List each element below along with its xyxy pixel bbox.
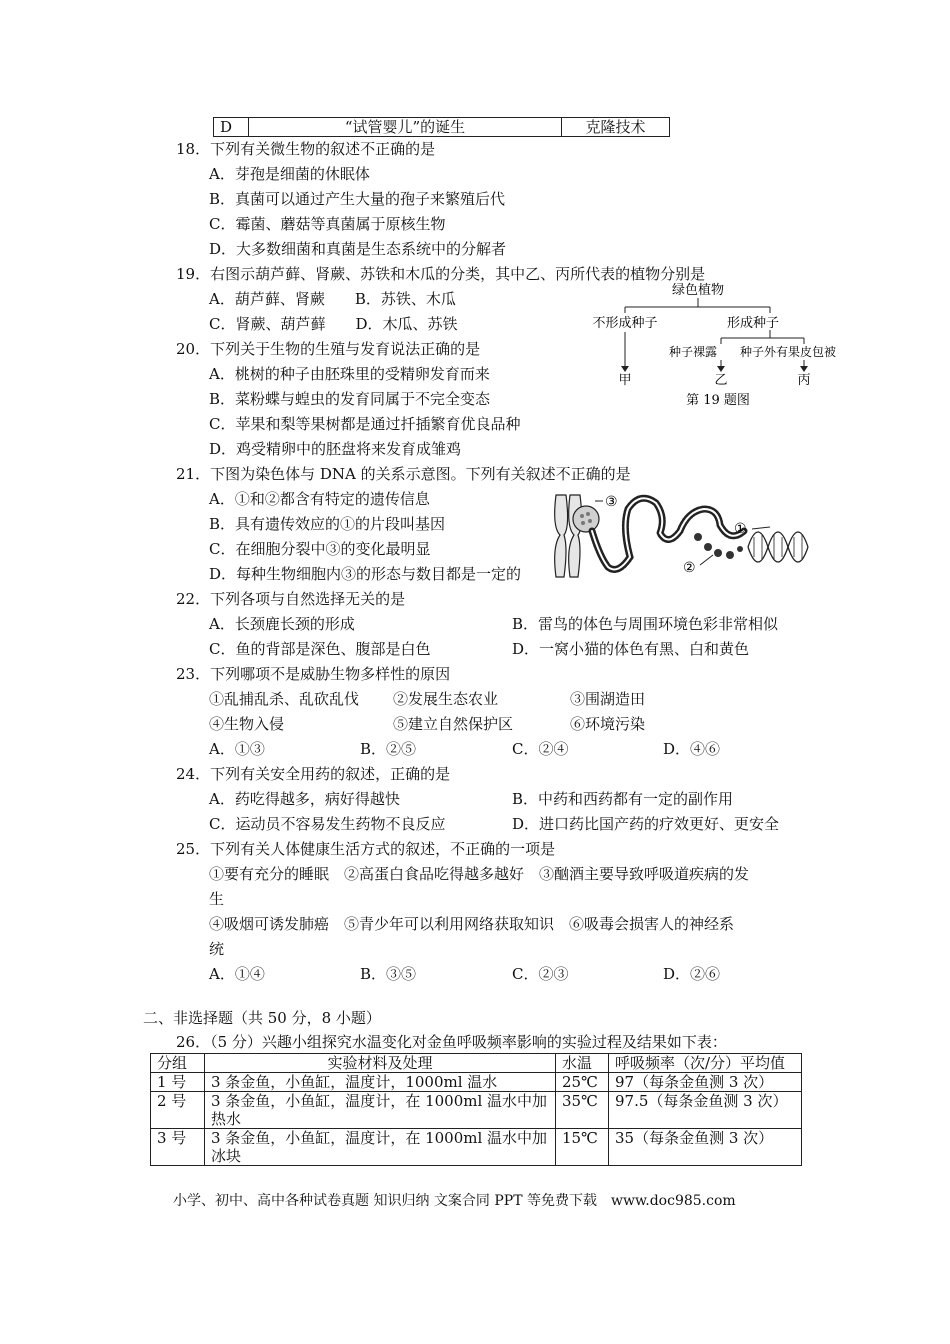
question-21-stem: 21．下图为染色体与 DNA 的关系示意图。下列有关叙述不正确的是 <box>176 465 631 483</box>
question-18-option-d: D．大多数细菌和真菌是生态系统中的分解者 <box>209 240 507 258</box>
table-cell: 35℃ <box>556 1092 609 1129</box>
table-cell: 3 条金鱼，小鱼缸，温度计，在 1000ml 温水中加热水 <box>205 1092 556 1129</box>
tree-leaf-yi: 乙 <box>714 373 728 388</box>
table-header: 水温 <box>556 1054 609 1073</box>
table-cell: 15℃ <box>556 1129 609 1166</box>
question-23-option-c: C．②④ <box>512 740 569 758</box>
table-cell: 1 号 <box>151 1073 205 1092</box>
question-21-option-d: D．每种生物细胞内③的形态与数目都是一定的 <box>209 565 522 583</box>
question-25-line-4: 统 <box>209 940 225 958</box>
question-22-option-a: A．长颈鹿长颈的形成 <box>209 615 355 633</box>
figure-19-caption: 第 19 题图 <box>686 393 750 408</box>
experiment-table <box>150 1053 802 1166</box>
question-25-option-d: D．②⑥ <box>663 965 721 983</box>
question-22-option-b: B．雷鸟的体色与周围环境色彩非常相似 <box>512 615 779 633</box>
question-25-line-1: ①要有充分的睡眠 ②高蛋白食品吃得越多越好 ③酗酒主要导致呼吸道疾病的发 <box>209 865 750 883</box>
question-24-option-c: C．运动员不容易发生药物不良反应 <box>209 815 446 833</box>
label-2-protein: ② <box>683 560 696 576</box>
question-19-options-cd: C．肾蕨、葫芦藓 D．木瓜、苏铁 <box>209 315 458 333</box>
table-header-row <box>151 1054 802 1073</box>
top-table-cell-technique: 克隆技术 <box>562 118 670 137</box>
tree-leaf-jia: 甲 <box>618 373 632 388</box>
question-24-option-d: D．进口药比国产药的疗效更好、更安全 <box>512 815 780 833</box>
question-23-item-6: ⑥环境污染 <box>570 715 646 733</box>
table-row <box>151 1092 802 1129</box>
question-19-stem: 19．右图示葫芦藓、肾蕨、苏铁和木瓜的分类，其中乙、丙所代表的植物分别是 <box>176 265 706 283</box>
table-header: 呼吸频率（次/分）平均值 <box>609 1054 802 1073</box>
question-21-option-a: A．①和②都含有特定的遗传信息 <box>209 490 430 508</box>
question-23-stem: 23．下列哪项不是威胁生物多样性的原因 <box>176 665 451 683</box>
question-24-option-a: A．药吃得越多，病好得越快 <box>209 790 400 808</box>
question-20-stem: 20．下列关于生物的生殖与发育说法正确的是 <box>176 340 481 358</box>
table-header: 分组 <box>151 1054 205 1073</box>
question-25-line-2: 生 <box>209 890 225 908</box>
question-20-option-c: C．苹果和梨等果树都是通过扦插繁育优良品种 <box>209 415 521 433</box>
table-cell: 97.5（每条金鱼测 3 次） <box>609 1092 802 1129</box>
question-23-option-a: A．①③ <box>209 740 265 758</box>
top-table-cell-event: “试管婴儿”的诞生 <box>249 118 562 137</box>
question-21-option-b: B．具有遗传效应的①的片段叫基因 <box>209 515 446 533</box>
question-18-option-c: C．霉菌、蘑菇等真菌属于原核生物 <box>209 215 446 233</box>
question-22-stem: 22．下列各项与自然选择无关的是 <box>176 590 406 608</box>
question-25-option-c: C．②③ <box>512 965 569 983</box>
label-1-dna: ① <box>734 521 747 537</box>
question-25-stem: 25．下列有关人体健康生活方式的叙述，不正确的一项是 <box>176 840 556 858</box>
question-19-options-ab: A．葫芦藓、肾蕨 B．苏铁、木瓜 <box>209 290 456 308</box>
question-23-item-3: ③围湖造田 <box>570 690 646 708</box>
tree-node-seed: 形成种子 <box>726 316 780 331</box>
table-header: 实验材料及处理 <box>205 1054 556 1073</box>
chromosome-dna-diagram <box>548 487 813 583</box>
question-18-stem: 18．下列有关微生物的叙述不正确的是 <box>176 140 436 158</box>
question-22-option-c: C．鱼的背部是深色、腹部是白色 <box>209 640 431 658</box>
table-cell: 97（每条金鱼测 3 次） <box>609 1073 802 1092</box>
question-23-option-b: B．②⑤ <box>360 740 417 758</box>
top-table-row <box>213 117 670 137</box>
question-21-option-c: C．在细胞分裂中③的变化最明显 <box>209 540 431 558</box>
tree-node-no-seed: 不形成种子 <box>592 316 658 331</box>
question-24-stem: 24．下列有关安全用药的叙述，正确的是 <box>176 765 451 783</box>
question-25-option-a: A．①④ <box>209 965 265 983</box>
question-23-item-1: ①乱捕乱杀、乱砍乱伐 <box>209 690 360 708</box>
table-cell: 3 条金鱼，小鱼缸，温度计，1000ml 温水 <box>205 1073 556 1092</box>
question-20-option-d: D．鸡受精卵中的胚盘将来发育成雏鸡 <box>209 440 462 458</box>
tree-node-naked-seed: 种子裸露 <box>668 345 718 359</box>
section-2-heading: 二、非选择题（共 50 分，8 小题） <box>143 1009 381 1027</box>
table-cell: 3 条金鱼，小鱼缸，温度计，在 1000ml 温水中加冰块 <box>205 1129 556 1166</box>
question-18-option-a: A．芽孢是细菌的休眠体 <box>209 165 370 183</box>
plant-classification-diagram <box>588 280 838 410</box>
table-cell: 2 号 <box>151 1092 205 1129</box>
table-row <box>151 1129 802 1166</box>
label-3-chromatin: ③ <box>605 494 618 510</box>
page-footer: 小学、初中、高中各种试卷真题 知识归纳 文案合同 PPT 等免费下载 www.doc985.com <box>173 1193 736 1209</box>
question-20-option-b: B．菜粉蝶与蝗虫的发育同属于不完全变态 <box>209 390 491 408</box>
tree-root-label: 绿色植物 <box>671 283 725 298</box>
table-cell: 25℃ <box>556 1073 609 1092</box>
tree-node-covered-seed: 种子外有果皮包被 <box>739 345 837 359</box>
question-25-line-3: ④吸烟可诱发肺癌 ⑤青少年可以利用网络获取知识 ⑥吸毒会损害人的神经系 <box>209 915 735 933</box>
question-23-item-2: ②发展生态农业 <box>393 690 499 708</box>
table-row <box>151 1073 802 1092</box>
question-23-item-4: ④生物入侵 <box>209 715 285 733</box>
question-20-option-a: A．桃树的种子由胚珠里的受精卵发育而来 <box>209 365 490 383</box>
question-18-option-b: B．真菌可以通过产生大量的孢子来繁殖后代 <box>209 190 506 208</box>
question-23-item-5: ⑤建立自然保护区 <box>393 715 514 733</box>
question-23-option-d: D．④⑥ <box>663 740 721 758</box>
question-25-option-b: B．③⑤ <box>360 965 417 983</box>
table-cell: 35（每条金鱼测 3 次） <box>609 1129 802 1166</box>
question-26-stem: 26．（5 分）兴趣小组探究水温变化对金鱼呼吸频率影响的实验过程及结果如下表： <box>176 1033 727 1051</box>
table-cell: 3 号 <box>151 1129 205 1166</box>
top-table-cell-option: D <box>214 118 249 137</box>
tree-leaf-bing: 丙 <box>797 373 811 388</box>
question-24-option-b: B．中药和西药都有一定的副作用 <box>512 790 734 808</box>
question-22-option-d: D．一窝小猫的体色有黑、白和黄色 <box>512 640 750 658</box>
